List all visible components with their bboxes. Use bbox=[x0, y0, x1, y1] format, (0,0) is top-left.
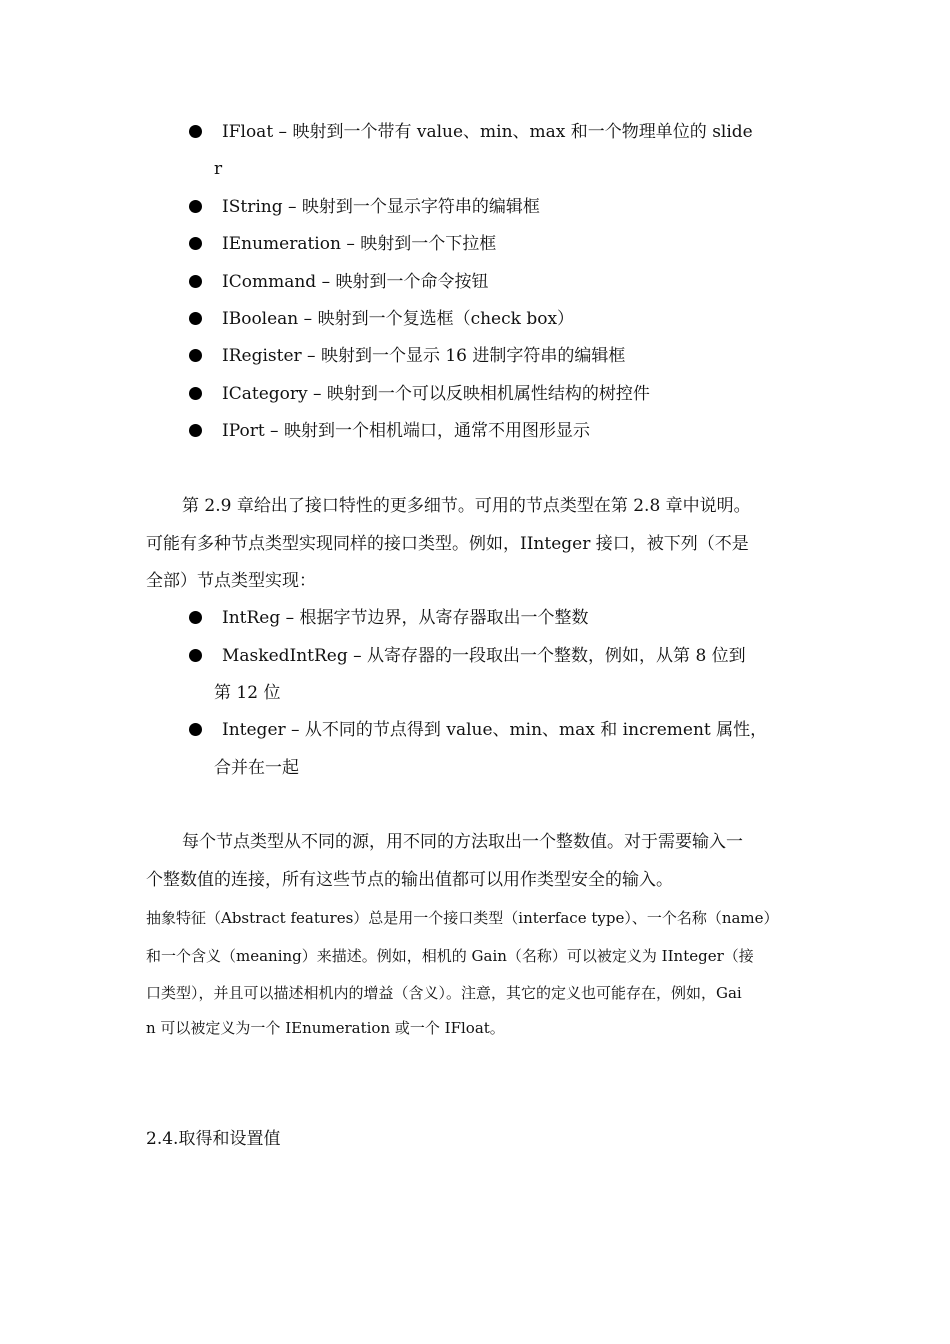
list-item-text: ICategory – 映射到一个可以反映相机属性结构的树控件 bbox=[222, 384, 650, 404]
paragraph-line: 和一个含义（meaning）来描述。例如，相机的 Gain（名称）可以被定义为 IInteger（接 bbox=[146, 947, 754, 965]
list-item-text: IRegister – 映射到一个显示 16 进制字符串的编辑框 bbox=[222, 346, 626, 366]
paragraph-line: 全部）节点类型实现： bbox=[146, 571, 316, 591]
list-item bbox=[0, 341, 950, 371]
paragraph-line: 抽象特征（Abstract features）总是用一个接口类型（interface type）、一个名称（name） bbox=[146, 909, 779, 927]
list-item-text: IFloat – 映射到一个带有 value、min、max 和一个物理单位的 slide bbox=[222, 122, 753, 142]
bullet-icon bbox=[189, 387, 202, 400]
paragraph-line: 每个节点类型从不同的源，用不同的方法取出一个整数值。对于需要输入一 bbox=[182, 832, 743, 852]
bullet-icon bbox=[189, 723, 202, 736]
bullet-icon bbox=[189, 349, 202, 362]
bullet-icon bbox=[189, 312, 202, 325]
paragraph-line: 第 2.9 章给出了接口特性的更多细节。可用的节点类型在第 2.8 章中说明。 bbox=[182, 496, 751, 516]
paragraph-line: 个整数值的连接，所有这些节点的输出值都可以用作类型安全的输入。 bbox=[146, 870, 673, 890]
list-item bbox=[0, 267, 950, 297]
list-item-text: IBoolean – 映射到一个复选框（check box） bbox=[222, 309, 575, 329]
list-item bbox=[0, 603, 950, 633]
bullet-icon bbox=[189, 237, 202, 250]
list-item bbox=[0, 304, 950, 334]
list-item-text-continued: r bbox=[214, 159, 223, 179]
list-item-text: IPort – 映射到一个相机端口，通常不用图形显示 bbox=[222, 421, 590, 441]
paragraph-line: 可能有多种节点类型实现同样的接口类型。例如，IInteger 接口，被下列（不是 bbox=[146, 534, 749, 554]
paragraph-line: n 可以被定义为一个 IEnumeration 或一个 IFloat。 bbox=[146, 1019, 505, 1037]
list-item-text: Integer – 从不同的节点得到 value、min、max 和 increment 属性， bbox=[222, 720, 768, 740]
list-item-continuation bbox=[0, 753, 950, 783]
list-item-text: IEnumeration – 映射到一个下拉框 bbox=[222, 234, 497, 254]
list-item bbox=[0, 379, 950, 409]
list-item-text-continued: 第 12 位 bbox=[214, 683, 281, 703]
bullet-icon bbox=[189, 649, 202, 662]
list-item-text: IString – 映射到一个显示字符串的编辑框 bbox=[222, 197, 540, 217]
list-item bbox=[0, 641, 950, 671]
list-item-text: IntReg – 根据字节边界，从寄存器取出一个整数 bbox=[222, 608, 589, 628]
bullet-icon bbox=[189, 275, 202, 288]
list-item bbox=[0, 715, 950, 745]
list-item bbox=[0, 192, 950, 222]
list-item-continuation bbox=[0, 678, 950, 708]
list-item-text: ICommand – 映射到一个命令按钮 bbox=[222, 272, 489, 292]
list-item bbox=[0, 416, 950, 446]
list-item-text: MaskedIntReg – 从寄存器的一段取出一个整数，例如，从第 8 位到 bbox=[222, 646, 746, 666]
list-item bbox=[0, 229, 950, 259]
list-item bbox=[0, 117, 950, 147]
bullet-icon bbox=[189, 611, 202, 624]
section-heading: 2.4.取得和设置值 bbox=[146, 1129, 281, 1149]
bullet-icon bbox=[189, 424, 202, 437]
list-item-continuation bbox=[0, 154, 950, 184]
paragraph-line: 口类型），并且可以描述相机内的增益（含义）。注意，其它的定义也可能存在，例如，Gai bbox=[146, 984, 742, 1002]
list-item-text-continued: 合并在一起 bbox=[214, 758, 299, 778]
bullet-icon bbox=[189, 200, 202, 213]
bullet-icon bbox=[189, 125, 202, 138]
